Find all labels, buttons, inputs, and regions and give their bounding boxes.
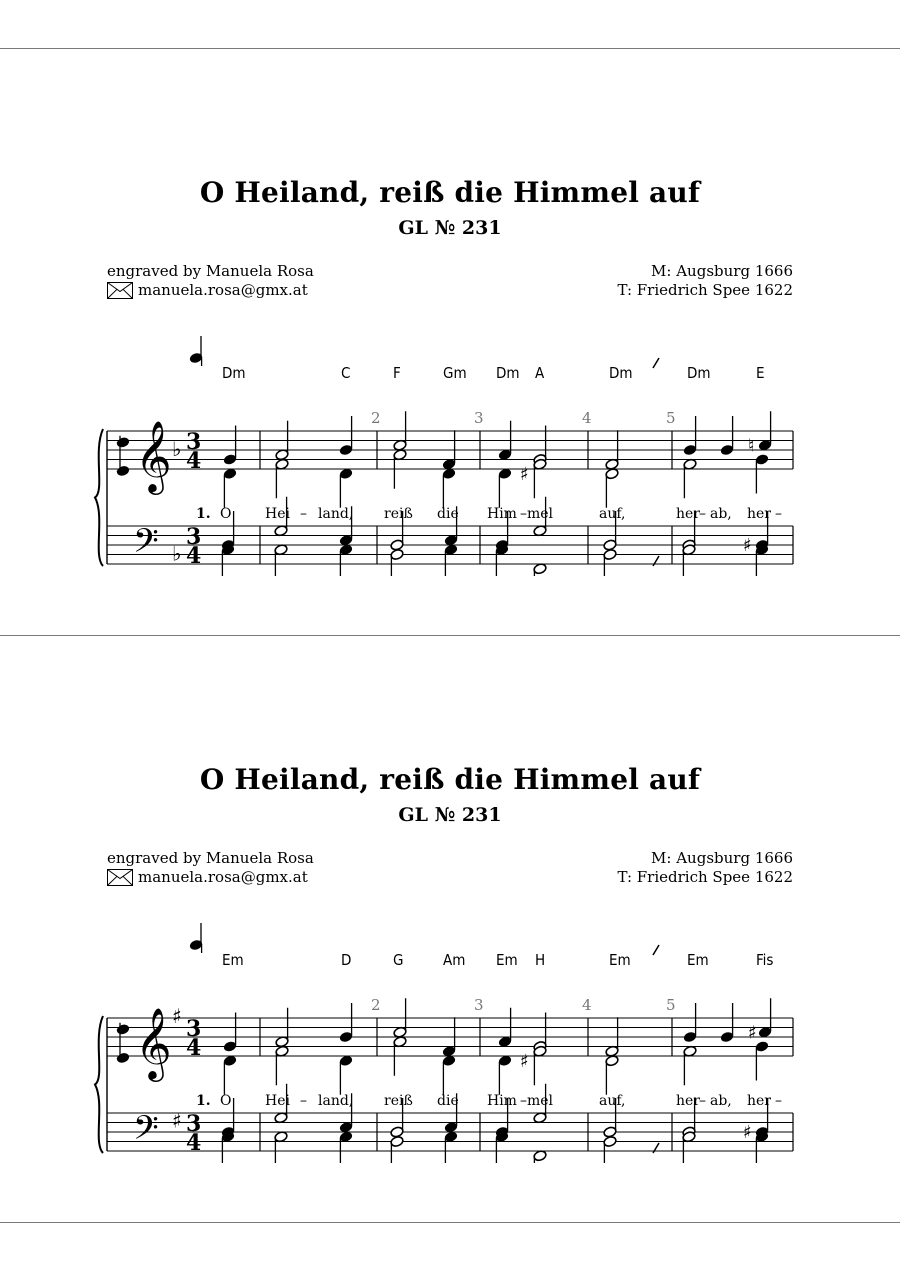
chord-symbol: Gm [443, 364, 467, 382]
engraver-credit: engraved by Manuela Rosa [107, 262, 314, 280]
text-credit: T: Friedrich Spee 1622 [617, 281, 793, 299]
lyric-syllable: O [220, 506, 232, 522]
chord-symbol: C [341, 364, 351, 382]
lyric-syllable: – [699, 1093, 706, 1109]
sharp-icon: ♯ [172, 1004, 182, 1028]
verse-number: 1. [196, 1093, 211, 1109]
chord-symbol: Em [609, 951, 631, 969]
lyric-syllable: die [437, 1093, 459, 1109]
natural-icon: ♮ [748, 435, 755, 457]
envelope-icon [107, 282, 133, 299]
treble-clef-icon: 𝄞 [135, 1006, 172, 1079]
chord-symbol: Dm [222, 364, 246, 382]
flat-icon: ♭ [172, 437, 182, 461]
lyric-syllable: O [220, 1093, 232, 1109]
melody-credit: M: Augsburg 1666 [651, 849, 793, 867]
text-credit: T: Friedrich Spee 1622 [617, 868, 793, 886]
bass-time-denominator: 4 [186, 543, 202, 569]
lyric-syllable: mel [527, 1093, 554, 1109]
chord-symbol: F [393, 364, 401, 382]
credits [617, 849, 793, 887]
sharp-icon: ♯ [520, 1050, 529, 1072]
page-title: O Heiland, reiß die Himmel auf [199, 176, 701, 209]
score-system [0, 923, 900, 1163]
breath-mark [653, 358, 659, 368]
treble-time-numerator: 3 [186, 1016, 202, 1042]
chord-symbol: Em [222, 951, 244, 969]
sharp-icon: ♯ [748, 1022, 757, 1044]
chord-symbol: D [341, 951, 352, 969]
chord-symbol: A [535, 364, 545, 382]
chord-symbol: E [756, 364, 765, 382]
chord-symbol: Em [496, 951, 518, 969]
bar-number: 3 [474, 996, 484, 1014]
sharp-icon: ♯ [172, 1108, 182, 1133]
lyric-syllable: her [747, 506, 771, 522]
chord-symbol: G [393, 951, 404, 969]
sharp-icon: ♯ [743, 1122, 752, 1143]
bass-time-denominator: 4 [186, 1130, 202, 1156]
breath-mark [653, 945, 659, 955]
bass-clef-icon: 𝄢 [133, 522, 159, 569]
page-subtitle: GL № 231 [398, 217, 502, 239]
sharp-icon: ♯ [743, 535, 752, 556]
bass-time-numerator: 3 [186, 1111, 202, 1137]
lyric-syllable: – [775, 506, 782, 522]
chord-symbol: Em [687, 951, 709, 969]
lyric-syllable: land, [318, 506, 354, 522]
system-brace [95, 1016, 103, 1153]
lyric-syllable: ab, [710, 506, 732, 522]
chord-symbol: Dm [609, 364, 633, 382]
lyric-syllable: her [747, 1093, 771, 1109]
chord-symbol: Dm [687, 364, 711, 382]
verse-number: 1. [196, 506, 211, 522]
treble-time-denominator: 4 [186, 1035, 202, 1061]
lyric-syllable: – [300, 506, 307, 522]
email-row[interactable] [107, 868, 308, 887]
lyric-syllable: – [775, 1093, 782, 1109]
page-subtitle: GL № 231 [398, 804, 502, 826]
bar-number: 4 [582, 996, 592, 1014]
lyric-syllable: ab, [710, 1093, 732, 1109]
lyric-syllable: – [520, 1093, 527, 1109]
lyric-syllable: Hei [265, 1093, 290, 1109]
lyric-syllable: Him [487, 506, 517, 522]
lyric-syllable: – [300, 1093, 307, 1109]
email-row[interactable] [107, 281, 308, 300]
lyric-syllable: her [676, 506, 700, 522]
cut-line-top [0, 48, 900, 49]
bass-time-numerator: 3 [186, 524, 202, 550]
engraver-credit: engraved by Manuela Rosa [107, 849, 314, 867]
chord-symbol: Am [443, 951, 466, 969]
range-note [116, 1052, 130, 1064]
bar-number: 5 [666, 996, 676, 1014]
lyric-syllable: Him [487, 1093, 517, 1109]
bar-number: 4 [582, 409, 592, 427]
sheet-2 [0, 643, 900, 1233]
lyric-syllable: auf, [599, 506, 626, 522]
sharp-icon: ♯ [520, 463, 529, 485]
page-title: O Heiland, reiß die Himmel auf [199, 763, 701, 796]
treble-clef-icon: 𝄞 [135, 419, 172, 492]
lyric-syllable: – [699, 506, 706, 522]
bass-clef-icon: 𝄢 [133, 1109, 159, 1156]
chord-symbol: H [535, 951, 546, 969]
range-note [116, 436, 130, 448]
sheet-1 [0, 56, 900, 646]
treble-time-numerator: 3 [186, 429, 202, 455]
flat-icon: ♭ [172, 541, 182, 566]
lyric-syllable: mel [527, 506, 554, 522]
score-system [0, 336, 900, 576]
treble-time-denominator: 4 [186, 448, 202, 474]
lyric-syllable: – [520, 506, 527, 522]
bar-number: 3 [474, 409, 484, 427]
lyric-syllable: her [676, 1093, 700, 1109]
lyric-syllable: land, [318, 1093, 354, 1109]
bar-number: 2 [371, 409, 381, 427]
lyric-syllable: auf, [599, 1093, 626, 1109]
chord-symbol: Fis [756, 951, 774, 969]
melody-credit: M: Augsburg 1666 [651, 262, 793, 280]
lyric-syllable: Hei [265, 506, 290, 522]
email-address[interactable]: manuela.rosa@gmx.at [138, 281, 308, 299]
lyric-syllable: reiß [384, 1093, 413, 1109]
chord-symbol: Dm [496, 364, 520, 382]
bar-number: 2 [371, 996, 381, 1014]
system-brace [95, 429, 103, 566]
bar-number: 5 [666, 409, 676, 427]
envelope-icon [107, 869, 133, 886]
lyric-syllable: reiß [384, 506, 413, 522]
email-address[interactable]: manuela.rosa@gmx.at [138, 868, 308, 886]
lyric-syllable: die [437, 506, 459, 522]
credits [617, 262, 793, 300]
